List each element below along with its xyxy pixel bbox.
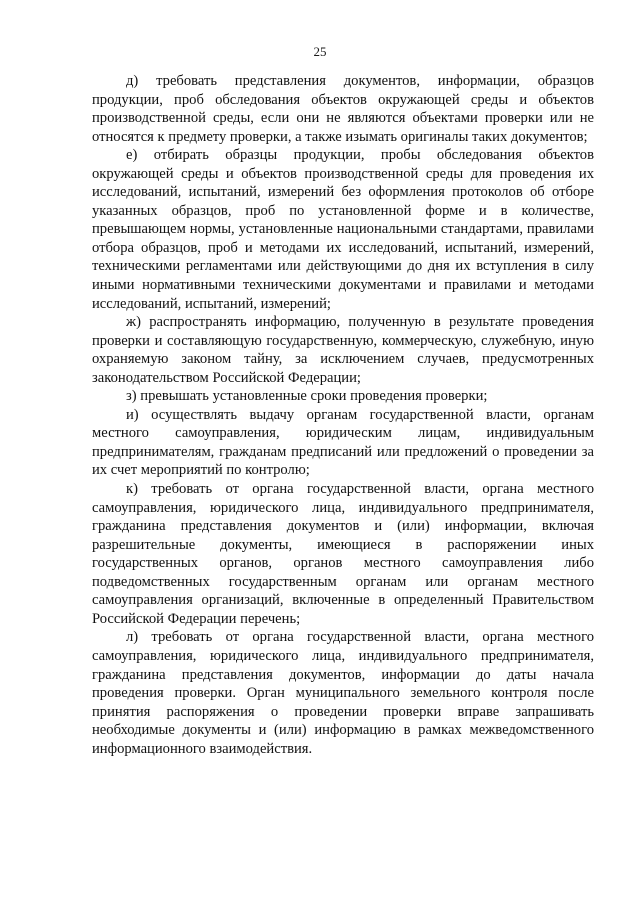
- paragraph-item-i: и) осуществлять выдачу органам государственной власти, органам местного самоуправления, юридическим лицам, индивидуальным предпринимателям, гражданам предписаний или предложений о проведении за их счет мероприятий по контролю;: [92, 406, 594, 479]
- paragraph-item-d: д) требовать представления документов, информации, образцов продукции, проб обследования объектов окружающей среды и объектов производственной среды, если они не являются объектами проверки или не относятся к предмету проверки, а также изымать оригиналы таких документов;: [92, 73, 594, 145]
- paragraph-item-k: к) требовать от органа государственной власти, органа местного самоуправления, юридического лица, индивидуального предпринимателя, гражданина представления документов и (или) информации, включая разрешительные документы, имеющиеся в распоряжении иных государственных органов, органов местного самоуправления либо подведомственных государственным органам или органам местного самоуправления организаций, включенные в определенный Правительством Российской Федерации перечень;: [92, 481, 594, 627]
- page-number: 25: [313, 44, 327, 59]
- document-body: [92, 72, 594, 758]
- paragraph-item-zh: ж) распространять информацию, полученную в результате проведения проверки и составляющую государственную, коммерческую, служебную, иную охраняемую законом тайну, за исключением случаев, предусмотренных законодательством Российской Федерации;: [92, 314, 594, 386]
- paragraph-item-l: л) требовать от органа государственной власти, органа местного самоуправления, юридического лица, индивидуального предпринимателя, гражданина представления документов, информации до даты начала проведения проверки. Орган муниципального земельного контроля после принятия распоряжения о проведении проверки вправе запрашивать необходимые документы и (или) информацию в рамках межведомственного информационного взаимодействия.: [92, 629, 594, 757]
- paragraph-item-e: е) отбирать образцы продукции, пробы обследования объектов окружающей среды и объектов производственной среды для проведения их исследований, испытаний, измерений без оформления протоколов об отборе указанных образцов, проб по установленной форме и в количестве, превышающем нормы, установленные национальными стандартами, правилами отбора образцов, проб и методами их исследований, испытаний, измерений, техническими регламентами или действующими до дня их вступления в силу иными нормативными техническими документами и правилами и методами исследований, испытаний, измерений;: [92, 147, 594, 312]
- paragraph-item-z: з) превышать установленные сроки проведения проверки;: [126, 388, 488, 405]
